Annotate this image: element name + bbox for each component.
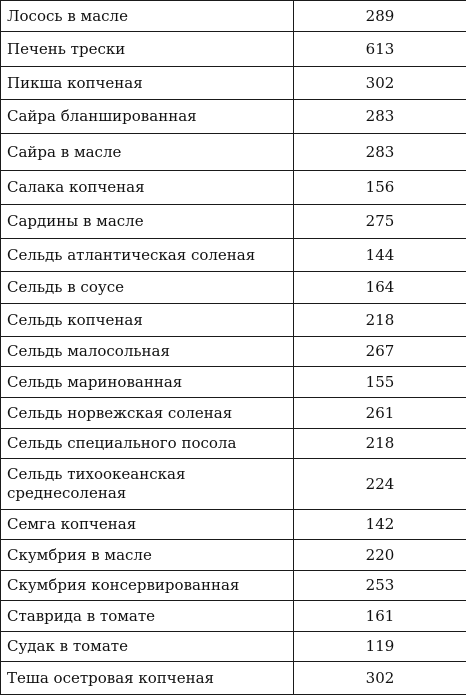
calorie-value-cell: 302 <box>294 662 466 695</box>
product-name-cell: Судак в томате <box>1 632 294 662</box>
table-row <box>1 337 466 367</box>
product-name-cell: Сайра бланшированная <box>1 100 294 134</box>
calorie-value-cell: 253 <box>294 571 466 601</box>
product-name-cell: Сельдь норвежская соленая <box>1 398 294 429</box>
calorie-value-cell: 613 <box>294 32 466 67</box>
calorie-value-cell: 119 <box>294 632 466 662</box>
product-name-cell: Семга копченая <box>1 510 294 540</box>
product-name-cell: Сельдь копченая <box>1 304 294 337</box>
product-name-cell: Сельдь маринованная <box>1 367 294 398</box>
product-name-cell: Теша осетровая копченая <box>1 662 294 695</box>
calorie-value-cell: 155 <box>294 367 466 398</box>
calorie-value-cell: 220 <box>294 540 466 571</box>
product-name-cell: Печень трески <box>1 32 294 67</box>
product-name-cell: Скумбрия в масле <box>1 540 294 571</box>
product-name-cell: Сельдь в соусе <box>1 272 294 304</box>
table-row <box>1 205 466 239</box>
table-row <box>1 171 466 205</box>
product-name-cell: Скумбрия консервированная <box>1 571 294 601</box>
product-name-cell: Ставрида в томате <box>1 601 294 632</box>
calorie-value-cell: 275 <box>294 205 466 239</box>
calorie-value-cell: 164 <box>294 272 466 304</box>
table-row <box>1 601 466 632</box>
calorie-value-cell: 283 <box>294 134 466 171</box>
product-name-cell: Лосось в масле <box>1 1 294 32</box>
table-row <box>1 632 466 662</box>
table-row <box>1 510 466 540</box>
calorie-value-cell: 261 <box>294 398 466 429</box>
table-row <box>1 429 466 459</box>
calorie-value-cell: 267 <box>294 337 466 367</box>
table-row <box>1 459 466 510</box>
table-row <box>1 1 466 32</box>
table-row <box>1 571 466 601</box>
product-name-cell: Сельдь специального посола <box>1 429 294 459</box>
table-row <box>1 272 466 304</box>
calorie-value-cell: 144 <box>294 239 466 272</box>
table-row <box>1 239 466 272</box>
product-name-cell: Салака копченая <box>1 171 294 205</box>
product-name-cell: Сардины в масле <box>1 205 294 239</box>
table-body <box>1 1 466 695</box>
table-row <box>1 100 466 134</box>
calorie-value-cell: 289 <box>294 1 466 32</box>
calorie-value-cell: 218 <box>294 429 466 459</box>
table-row <box>1 398 466 429</box>
calorie-value-cell: 283 <box>294 100 466 134</box>
table-row <box>1 367 466 398</box>
calorie-value-cell: 224 <box>294 459 466 510</box>
product-name-cell: Сельдь тихоокеанская среднесоленая <box>1 459 294 510</box>
table-row <box>1 134 466 171</box>
calorie-value-cell: 142 <box>294 510 466 540</box>
calorie-value-cell: 161 <box>294 601 466 632</box>
product-name-cell: Сельдь малосольная <box>1 337 294 367</box>
calorie-value-cell: 156 <box>294 171 466 205</box>
product-name-cell: Пикша копченая <box>1 67 294 100</box>
product-name-cell: Сайра в масле <box>1 134 294 171</box>
table-row <box>1 67 466 100</box>
table-row <box>1 540 466 571</box>
table-row <box>1 304 466 337</box>
table-row <box>1 662 466 695</box>
table-row <box>1 32 466 67</box>
product-name-cell: Сельдь атлантическая соленая <box>1 239 294 272</box>
calorie-value-cell: 218 <box>294 304 466 337</box>
calorie-value-cell: 302 <box>294 67 466 100</box>
